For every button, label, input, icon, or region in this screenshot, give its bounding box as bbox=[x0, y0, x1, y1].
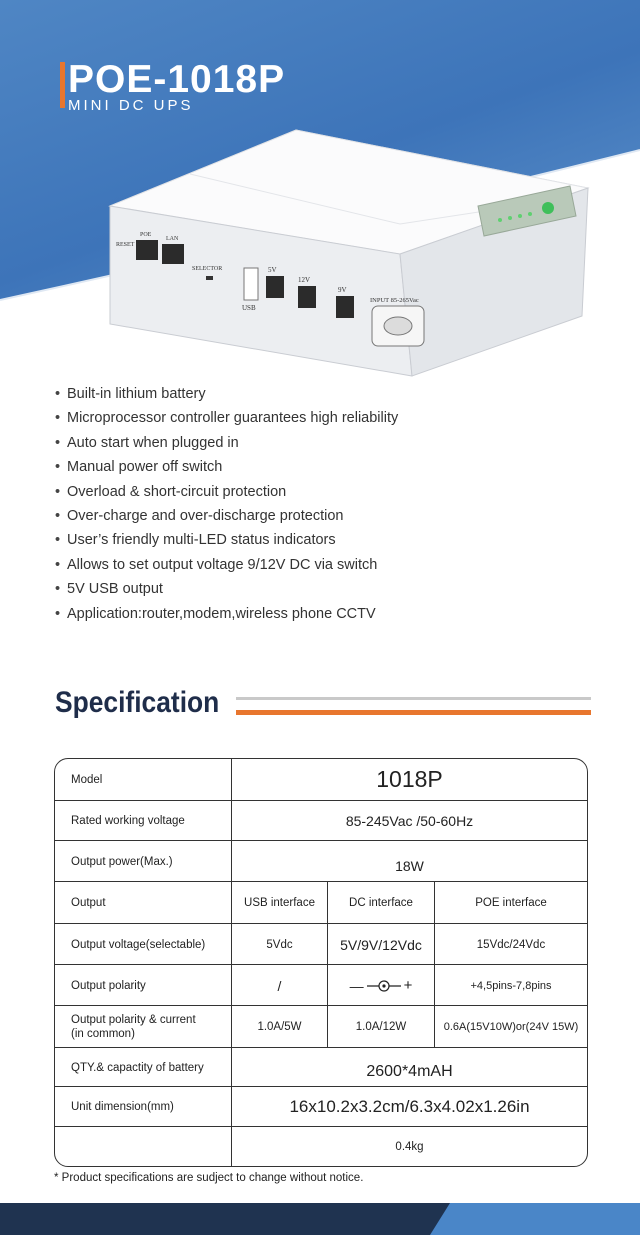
device-illustration bbox=[100, 128, 600, 390]
feature-item: • Built-in lithium battery bbox=[55, 382, 398, 406]
rated-voltage-value: 85-245Vac /50-60Hz bbox=[231, 801, 587, 841]
usb-polarity-value: / bbox=[231, 965, 327, 1006]
label-12v: 12V bbox=[298, 276, 311, 284]
row-label: Output voltage(selectable) bbox=[71, 938, 206, 951]
label-lan: LAN bbox=[166, 236, 179, 242]
poe-polarity-value: +4,5pins-7,8pins bbox=[434, 965, 587, 1006]
feature-item: • User’s friendly multi-LED status indicators bbox=[55, 528, 398, 552]
feature-item: • 5V USB output bbox=[55, 577, 398, 601]
dc-voltage-value: 5V/9V/12Vdc bbox=[327, 924, 434, 965]
row-label bbox=[55, 1127, 231, 1167]
label-5v: 5V bbox=[268, 266, 277, 274]
table-row bbox=[55, 840, 587, 882]
lan-port-icon bbox=[162, 244, 184, 264]
weight-value: 0.4kg bbox=[231, 1127, 587, 1167]
table-row bbox=[55, 1005, 587, 1048]
poe-voltage-value: 15Vdc/24Vdc bbox=[434, 924, 587, 965]
poe-current-value: 0.6A(15V10W)or(24V 15W) bbox=[434, 1006, 587, 1048]
dc-12v-port-icon bbox=[298, 286, 316, 308]
label-selector: SELECTOR bbox=[192, 266, 223, 272]
row-label: Output power(Max.) bbox=[71, 855, 173, 868]
spec-heading: Specification bbox=[55, 686, 220, 719]
row-label-line2: (in common) bbox=[71, 1028, 135, 1040]
dc-polarity-symbol bbox=[327, 965, 434, 1006]
row-label-line1: Output polarity & current bbox=[71, 1014, 196, 1026]
output-power-value: 18W bbox=[231, 841, 587, 882]
feature-item: • Allows to set output voltage 9/12V DC via switch bbox=[55, 553, 398, 577]
dc-polarity-minus: — bbox=[349, 977, 364, 994]
dc-9v-port-icon bbox=[336, 296, 354, 318]
spec-divider-orange bbox=[236, 710, 591, 715]
table-row bbox=[55, 759, 587, 800]
row-label: Output bbox=[71, 897, 106, 909]
feature-item: • Microprocessor controller guarantees high reliability bbox=[55, 406, 398, 430]
usb-voltage-value: 5Vdc bbox=[231, 924, 327, 965]
dc-polarity-icon bbox=[367, 979, 401, 993]
battery-value: 2600*4mAH bbox=[231, 1048, 587, 1087]
feature-item: • Auto start when plugged in bbox=[55, 431, 398, 455]
feature-item: • Over-charge and over-discharge protection bbox=[55, 504, 398, 528]
label-input: INPUT 85-265Vac bbox=[370, 297, 419, 304]
label-usb: USB bbox=[242, 304, 256, 312]
table-row bbox=[55, 881, 587, 924]
dc-interface-header: DC interface bbox=[327, 882, 434, 924]
model-value: 1018P bbox=[231, 759, 587, 800]
feature-item: • Manual power off switch bbox=[55, 455, 398, 479]
label-reset: RESET bbox=[116, 242, 135, 248]
dc-polarity-plus: + bbox=[403, 977, 413, 994]
table-row bbox=[55, 964, 587, 1006]
dc-5v-port-icon bbox=[266, 276, 284, 298]
dimension-value: 16x10.2x3.2cm/6.3x4.02x1.26in bbox=[231, 1087, 587, 1127]
table-row bbox=[55, 1086, 587, 1127]
feature-item: • Application:router,modem,wireless phone CCTV bbox=[55, 602, 398, 626]
dc-current-value: 1.0A/12W bbox=[327, 1006, 434, 1048]
table-row bbox=[55, 1126, 587, 1167]
feature-item: • Overload & short-circuit protection bbox=[55, 480, 398, 504]
footer-band bbox=[0, 1203, 640, 1235]
product-title: POE-1018P bbox=[68, 58, 286, 101]
footer-band-shapes bbox=[0, 1203, 640, 1235]
table-row bbox=[55, 800, 587, 841]
poe-interface-header: POE interface bbox=[434, 882, 587, 924]
row-label: Model bbox=[71, 773, 103, 786]
usb-interface-header: USB interface bbox=[231, 882, 327, 924]
poe-port-icon bbox=[136, 240, 158, 260]
row-label: Rated working voltage bbox=[71, 815, 185, 827]
spec-table bbox=[54, 758, 588, 1167]
label-poe: POE bbox=[140, 232, 152, 238]
hero-banner bbox=[0, 0, 640, 395]
feature-list bbox=[55, 382, 398, 626]
spec-divider-grey bbox=[236, 697, 591, 700]
label-9v: 9V bbox=[338, 286, 347, 294]
row-label: Output polarity bbox=[71, 979, 146, 992]
usb-port-icon bbox=[244, 268, 258, 300]
power-led-icon bbox=[542, 202, 554, 214]
row-label: Unit dimension(mm) bbox=[71, 1101, 174, 1113]
disclaimer-note: * Product specifications are sudject to change without notice. bbox=[54, 1172, 364, 1184]
row-label bbox=[55, 1006, 231, 1048]
title-accent-bar bbox=[60, 62, 65, 108]
usb-current-value: 1.0A/5W bbox=[231, 1006, 327, 1048]
product-subtitle: MINI DC UPS bbox=[68, 97, 194, 114]
table-row bbox=[55, 1047, 587, 1087]
table-row bbox=[55, 923, 587, 965]
row-label: QTY.& capactity of battery bbox=[71, 1061, 204, 1074]
